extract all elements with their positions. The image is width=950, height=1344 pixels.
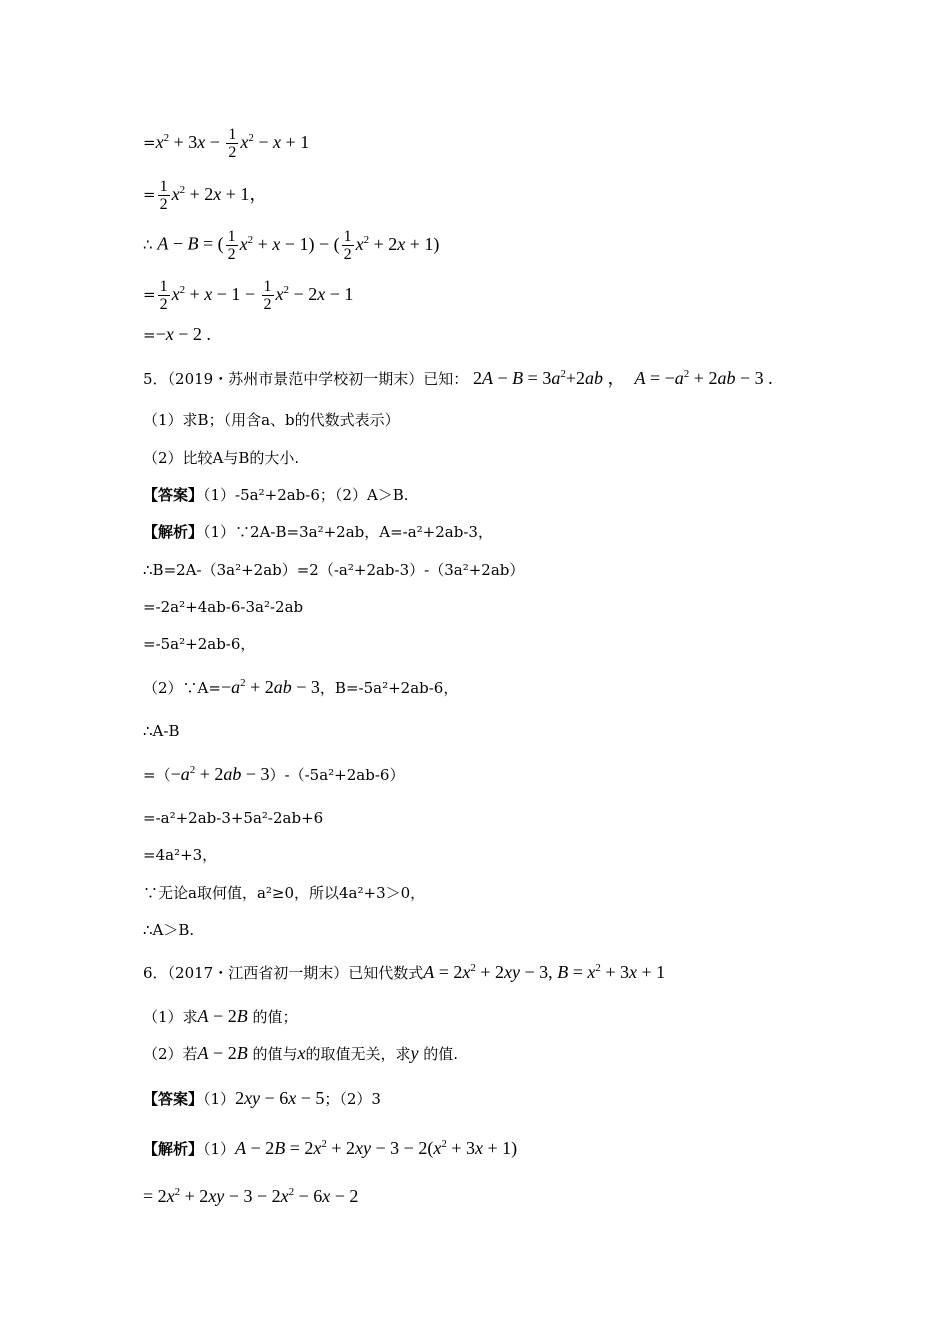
question-5-part-1: （1）求B；（用含a、b的代数式表示）	[143, 411, 400, 429]
fraction: $\frac{1}{2}$	[263, 278, 272, 313]
derivation-line-1: $=x^2 + 3x$ − $\frac{1}{2}$ $x^2 - x + 1$	[143, 126, 310, 161]
fraction: $\frac{1}{2}$	[227, 228, 236, 263]
question-5-solution-5: $(2)\because A=-a^2 + 2ab - 3$，B=-5a²+2ab-6，	[143, 677, 459, 697]
question-5-solution-1: 【解析】（1）∵2A-B=3a²+2ab，A=-a²+2ab-3，	[143, 523, 493, 541]
question-5-solution-7: $=(-a^2 + 2ab - 3)-(-5a^2+2ab-6)$	[143, 764, 405, 784]
derivation-line-3: ∴ A − B = ( $\frac{1}{2}$ $x^2 + x - 1$) − ( $\frac{1}{2}$ $x^2 + 2x + 1$)	[143, 228, 440, 263]
question-5-title: 5．（2019・苏州市景范中学校初一期末）已知： $2A - B = 3a^2+2ab$ ， $A = -a^2 + 2ab - 3$ .	[143, 368, 773, 388]
derivation-line-4: = $\frac{1}{2}$ $x^2 + x - 1$ − $\frac{1}{2}$ $x^2 - 2x - 1$	[143, 278, 354, 313]
question-6-solution-2: = $2x^2 + 2xy - 3 - 2x^2 - 6x - 2$	[143, 1186, 359, 1206]
question-5-part-2: （2）比较A与B的大小.	[143, 449, 300, 467]
question-6-answer: 【答案】（1）2xy − 6x − 5；（2）3	[143, 1088, 381, 1108]
derivation-line-2: = $\frac{1}{2}$ $x^2 + 2x + 1$，	[143, 178, 268, 213]
question-5-answer: 【答案】（1）-5a²+2ab-6；（2）A＞B.	[143, 486, 409, 504]
fraction: $\frac{1}{2}$	[228, 126, 237, 161]
fraction: $\frac{1}{2}$	[343, 228, 352, 263]
question-5-solution-11: ∴A＞B.	[143, 921, 195, 939]
question-5-solution-8: =-a²+2ab-3+5a²-2ab+6	[143, 809, 324, 827]
question-5-solution-2: ∴B=2A-（3a²+2ab）=2（-a²+2ab-3）-（3a²+2ab）	[143, 561, 525, 579]
question-5-solution-6: ∴A-B	[143, 722, 180, 740]
fraction: $\frac{1}{2}$	[159, 278, 168, 313]
question-5-solution-4: =-5a²+2ab-6，	[143, 635, 256, 653]
question-5-solution-9: =4a²+3，	[143, 846, 218, 864]
question-6-title: 6．（2017・江西省初一期末）已知代数式$A = 2x^2 + 2xy - 3$, $B = x^2 + 3x + 1$	[143, 962, 666, 982]
question-5-solution-3: =-2a²+4ab-6-3a²-2ab	[143, 598, 304, 616]
derivation-line-5: =−x − 2 .	[143, 324, 211, 344]
fraction: $\frac{1}{2}$	[159, 178, 168, 213]
question-6-solution-1: 【解析】$(1)A - 2B = 2x^2 + 2xy - 3 - 2(x^2 + 3x + 1)$	[143, 1138, 518, 1158]
question-5-solution-10: ∵无论a取何值，a²≥0，所以4a²+3＞0，	[143, 884, 426, 902]
question-6-part-1: （1）求A − 2B 的值；	[143, 1006, 298, 1026]
question-6-part-2: （2）若A − 2B 的值与x的取值无关，求y 的值.	[143, 1043, 459, 1063]
